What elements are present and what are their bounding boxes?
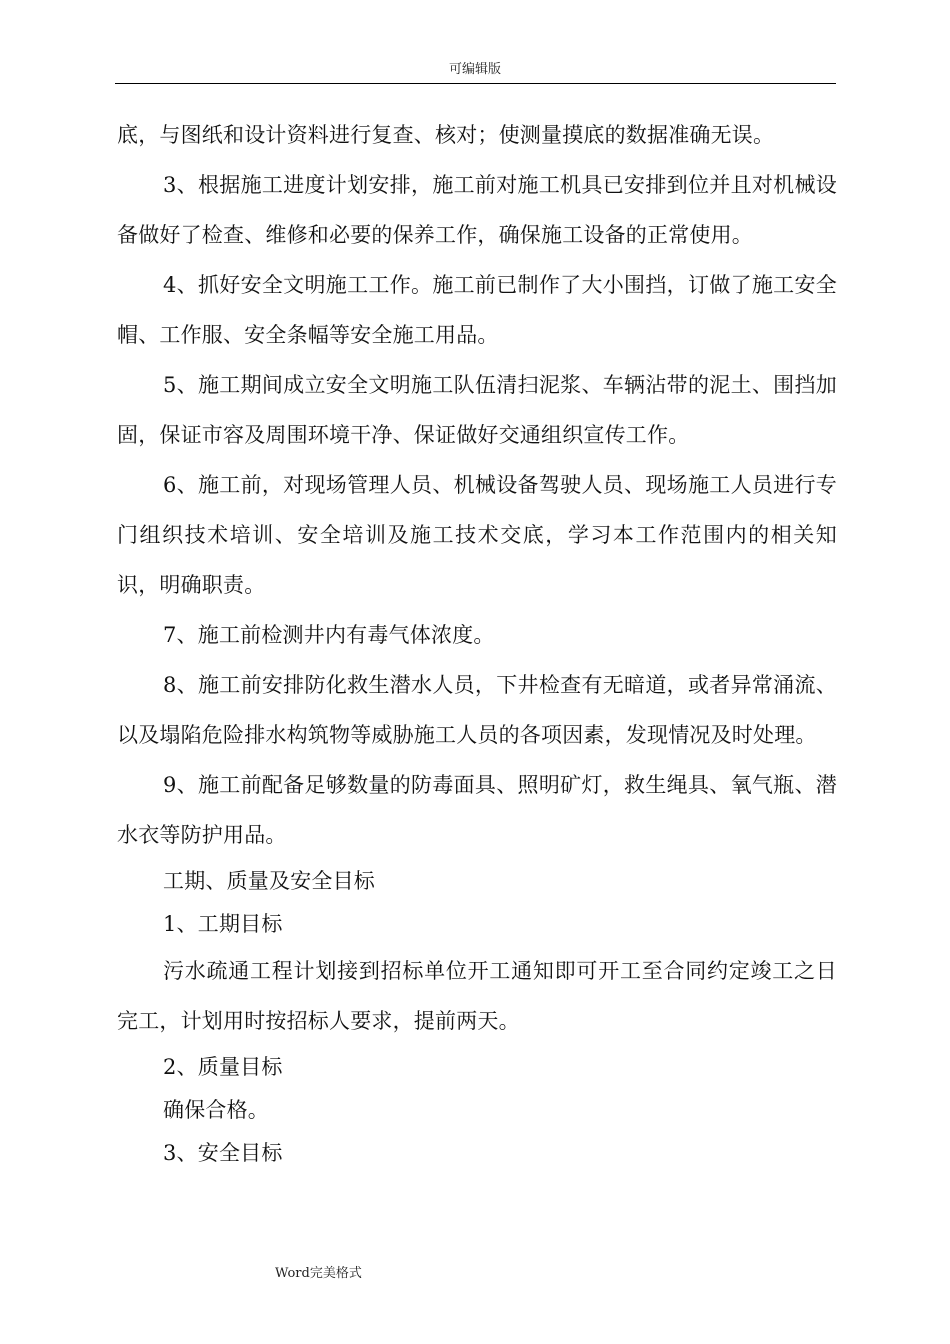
section-heading: 工期、质量及安全目标 <box>163 869 375 893</box>
paragraph-continuation: 底，与图纸和设计资料进行复查、核对；使测量摸底的数据准确无误。 <box>117 123 775 147</box>
schedule-target-body: 污水疏通工程计划接到招标单位开工通知即可开工至合同约定竣工之日完工，计划用时按招标人要求，提前两天。 <box>117 959 837 1033</box>
safety-target-title: 3、安全目标 <box>163 1141 283 1165</box>
paragraph-item-6: 6、施工前，对现场管理人员、机械设备驾驶人员、现场施工人员进行专门组织技术培训、安全培训及施工技术交底，学习本工作范围内的相关知识，明确职责。 <box>117 473 837 597</box>
paragraph-item-3: 3、根据施工进度计划安排，施工前对施工机具已安排到位并且对机械设备做好了检查、维修和必要的保养工作，确保施工设备的正常使用。 <box>117 173 837 247</box>
paragraph-item-4: 4、抓好安全文明施工工作。施工前已制作了大小围挡，订做了施工安全帽、工作服、安全条幅等安全施工用品。 <box>117 273 837 347</box>
schedule-target-title: 1、工期目标 <box>163 912 283 936</box>
page-footer: Word完美格式 <box>275 1266 362 1281</box>
quality-target-title: 2、质量目标 <box>163 1055 283 1079</box>
paragraph-item-5: 5、施工期间成立安全文明施工队伍清扫泥浆、车辆沾带的泥土、围挡加固，保证市容及周围环境干净、保证做好交通组织宣传工作。 <box>117 373 837 447</box>
quality-target-body: 确保合格。 <box>163 1098 269 1122</box>
paragraph-item-7: 7、施工前检测井内有毒气体浓度。 <box>163 623 495 647</box>
page-header: 可编辑版 <box>448 62 501 77</box>
document-body <box>117 110 837 1175</box>
paragraph-item-9: 9、施工前配备足够数量的防毒面具、照明矿灯，救生绳具、氧气瓶、潜水衣等防护用品。 <box>117 773 837 847</box>
paragraph-item-8: 8、施工前安排防化救生潜水人员，下井检查有无暗道，或者异常涌流、以及塌陷危险排水构筑物等威胁施工人员的各项因素，发现情况及时处理。 <box>117 673 837 747</box>
header-divider <box>115 83 836 84</box>
